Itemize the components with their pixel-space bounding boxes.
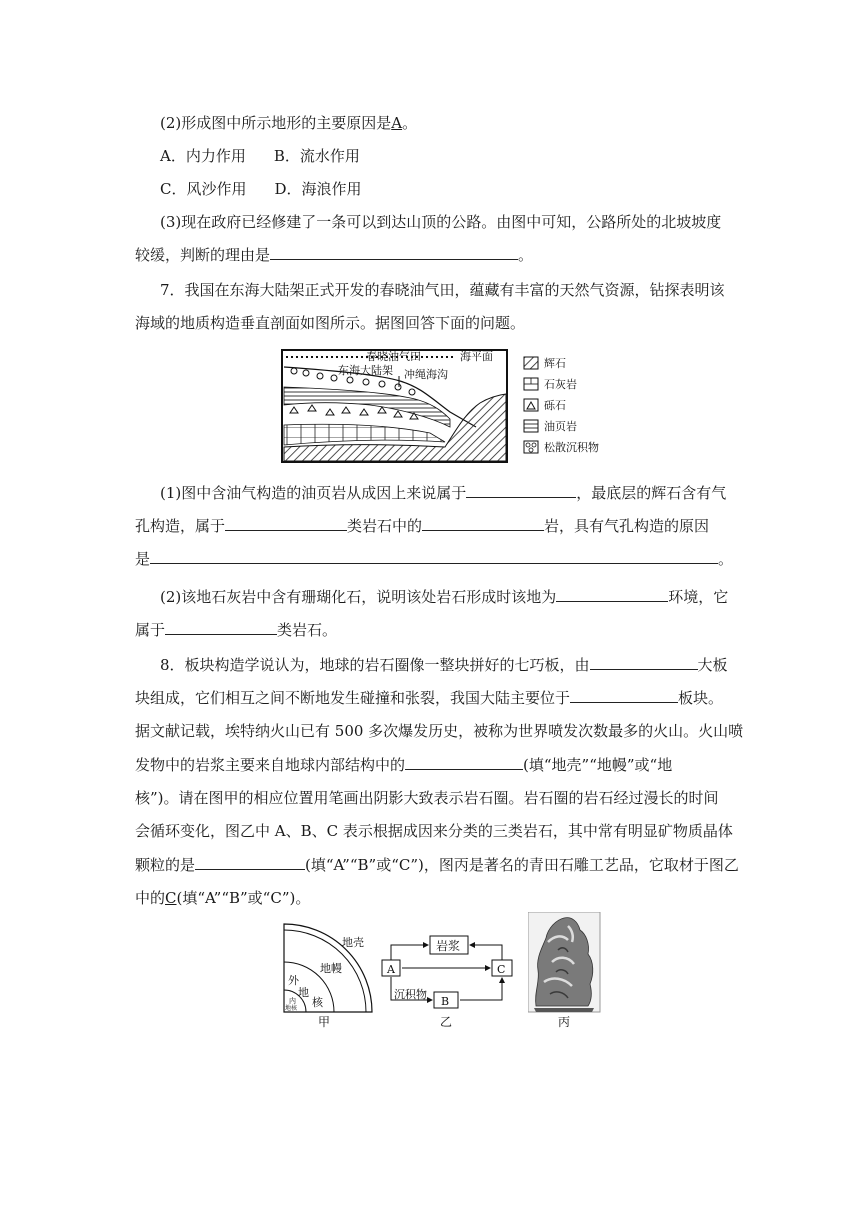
q6-option-b: B．流水作用 — [273, 147, 360, 165]
q8-text-j: (填“A”“B”或“C”)。 — [176, 889, 311, 907]
q6-options-row1 — [160, 146, 360, 166]
figure-bing-stone-carving — [528, 912, 602, 1034]
jia-outer-core-1: 外 — [288, 974, 299, 987]
jia-inner-core-2: 地核 — [285, 1005, 298, 1012]
yi-node-c: C — [497, 963, 506, 976]
bing-caption: 丙 — [558, 1015, 571, 1029]
q8-line6: 会循环变化，图乙中 A、B、C 表示根据成因来分类的三类岩石，其中常有明显矿物质晶体 — [135, 822, 733, 840]
q8-text-g: 颗粒的是 — [135, 856, 196, 874]
q7-part2-text-c: 属于 — [135, 621, 166, 639]
q6-part2-end: 。 — [402, 114, 418, 132]
q7-part1-line2 — [135, 516, 709, 536]
q7-part1-end: 。 — [718, 550, 734, 568]
q8-text-e: 发物中的岩浆主要来自地球内部结构中的 — [135, 756, 406, 774]
q6-part3-prompt: 较缓，判断的理由是 — [135, 246, 271, 264]
label-continental-shelf: 东海大陆架 — [338, 364, 393, 377]
q7-part1-line3 — [135, 549, 733, 569]
q8-text-c: 块组成，它们相互之间不断地发生碰撞和张裂，我国大陆主要位于 — [135, 689, 571, 707]
q6-option-a: A．内力作用 — [160, 147, 246, 165]
jia-inner-core-1: 内 — [289, 997, 296, 1005]
legend — [524, 356, 599, 454]
q7-part1-line1 — [160, 483, 726, 503]
q7-part1-text-d: 类岩石中的 — [347, 517, 423, 535]
q8-text-a: 8．板块构造学说认为，地球的岩石圈像一整块拼好的七巧板，由 — [160, 656, 590, 674]
q8-text-h: (填“A”“B”或“C”)，图丙是著名的青田石雕工艺品，它取材于图乙 — [305, 856, 739, 874]
q8-blank-china-plate[interactable] — [570, 688, 678, 703]
jia-outer-core-3: 核 — [312, 996, 323, 1009]
label-okinawa-trough: 冲绳海沟 — [404, 368, 448, 381]
q6-part2-text: (2)形成图中所示地形的主要原因是 — [160, 114, 392, 132]
q8-line5: 核”)。请在图甲的相应位置用笔画出阴影大致表示岩石圈。岩石圈的岩石经过漫长的时间 — [135, 789, 719, 807]
q7-part2-text-d: 类岩石。 — [277, 621, 338, 639]
legend-gravel: 砾石 — [544, 399, 566, 412]
yi-sediment-label: 沉积物 — [394, 988, 427, 1001]
q7-part2-text-a: (2)该地石灰岩中含有珊瑚化石，说明该处岩石形成时该地为 — [160, 588, 557, 606]
q7-blank-rock-subtype[interactable] — [422, 516, 544, 531]
jia-outer-core-2: 地 — [298, 986, 309, 999]
q6-part3-end: 。 — [518, 246, 534, 264]
q7-part2-line1 — [160, 587, 728, 607]
legend-limestone: 石灰岩 — [544, 378, 577, 391]
q6-part3-line1: (3)现在政府已经修建了一条可以到达山顶的公路。由图中可知，公路所处的北坡坡度 — [160, 213, 722, 231]
q7-part1-text-e: 岩，具有气孔构造的原因 — [544, 517, 710, 535]
q6-option-c: C．风沙作用 — [160, 180, 247, 198]
q7-part1-text-c: 孔构造，属于 — [135, 517, 226, 535]
q7-blank-vesicle-reason[interactable] — [150, 549, 718, 564]
q7-blank-oil-shale-type[interactable] — [466, 483, 576, 498]
yi-node-b: B — [441, 995, 450, 1008]
q8-line3: 据文献记载，埃特纳火山已有 500 多次爆发历史，被称为世界喷发次数最多的火山。火山喷 — [135, 722, 744, 740]
q7-part1-text-b: ，最底层的辉石含有气 — [576, 484, 727, 502]
q8-line7 — [135, 855, 739, 875]
legend-oil-shale: 油页岩 — [544, 420, 577, 433]
q8-answer-c: C — [165, 889, 177, 907]
q8-line8 — [135, 888, 310, 908]
q8-text-i: 中的 — [135, 889, 166, 907]
yi-magma-label: 岩浆 — [436, 939, 461, 953]
q7-blank-limestone-class[interactable] — [165, 620, 277, 635]
yi-node-a: A — [387, 963, 395, 976]
jia-caption: 甲 — [318, 1015, 331, 1028]
q7-blank-environment[interactable] — [556, 587, 668, 602]
q6-part3-answer-blank[interactable] — [270, 245, 518, 260]
jia-mantle-label: 地幔 — [320, 962, 342, 975]
q6-part3-line2 — [135, 245, 533, 265]
q8-blank-plate-count[interactable] — [590, 655, 698, 670]
jia-crust-label: 地壳 — [342, 936, 364, 949]
q8-line1 — [160, 655, 728, 675]
q7-part2-text-b: 环境，它 — [668, 588, 729, 606]
q8-text-b: 大板 — [697, 656, 728, 674]
q7-blank-rock-class[interactable] — [225, 516, 347, 531]
q7-part1-text-a: (1)图中含油气构造的油页岩从成因上来说属于 — [160, 484, 467, 502]
label-sea-level: 海平面 — [460, 350, 493, 363]
yi-caption: 乙 — [440, 1015, 453, 1029]
q7-part2-line2 — [135, 620, 337, 640]
label-chunxiao: 春晓油气田 — [366, 350, 421, 363]
q7-intro-line1: 7．我国在东海大陆架正式开发的春晓油气田，蕴藏有丰富的天然气资源，钻探表明该 — [160, 281, 725, 299]
q6-option-d: D．海浪作用 — [274, 180, 362, 198]
q8-blank-crystal-rock[interactable] — [195, 855, 305, 870]
q8-text-f: (填“地壳”“地幔”或“地 — [523, 756, 673, 774]
q7-cross-section-figure — [280, 347, 640, 471]
legend-pyroxene: 辉石 — [544, 357, 566, 370]
figure-yi-rock-cycle — [378, 930, 518, 1034]
q6-part2 — [160, 113, 417, 133]
q8-blank-magma-source[interactable] — [405, 755, 523, 770]
legend-loose-sediment: 松散沉积物 — [544, 441, 599, 454]
figure-jia-earth-interior — [280, 920, 375, 1032]
q8-line2 — [135, 688, 723, 708]
q8-text-d: 板块。 — [678, 689, 724, 707]
q6-options-row2 — [160, 179, 362, 199]
q7-part1-text-f: 是 — [135, 550, 151, 568]
q7-intro-line2: 海域的地质构造垂直剖面如图所示。据图回答下面的问题。 — [135, 314, 526, 332]
q8-line4 — [135, 755, 672, 775]
q6-part2-answer: A — [391, 114, 403, 132]
